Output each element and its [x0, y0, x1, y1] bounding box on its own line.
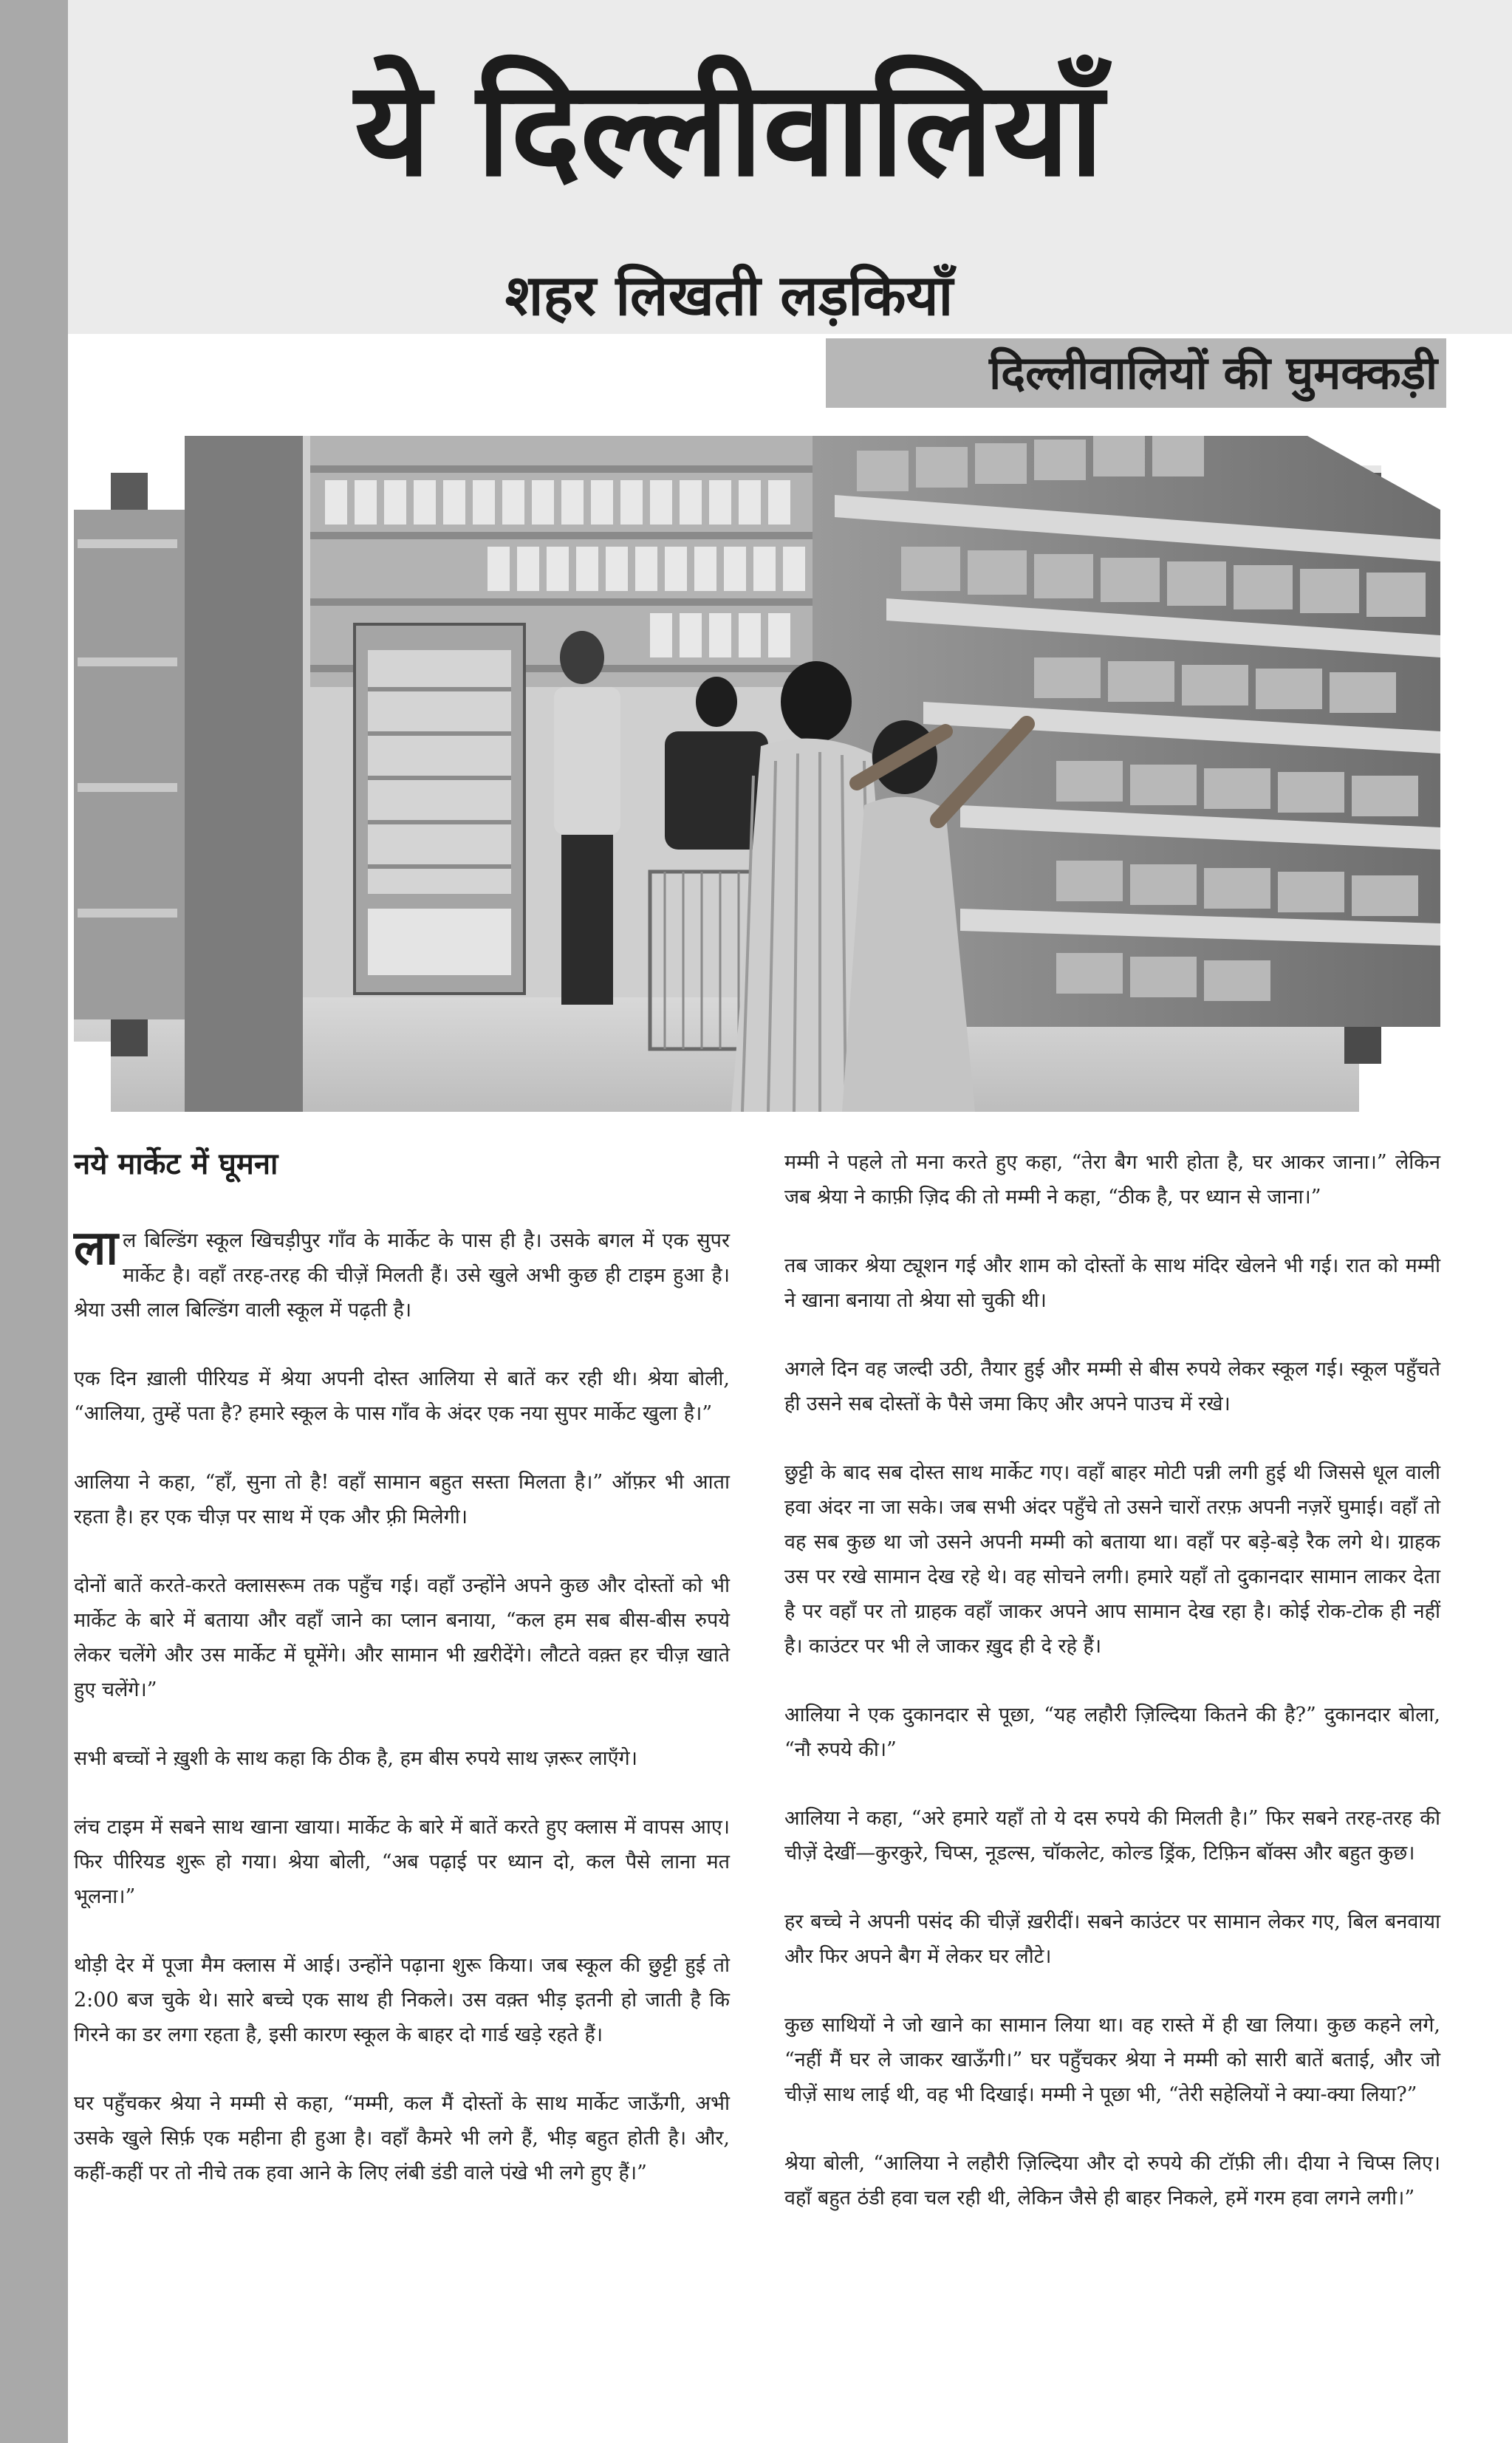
article-paragraph: श्रेया बोली, “आलिया ने लहौरी ज़िल्दिया और दो रुपये की टॉफ़ी ली। दीया ने चिप्स लिए। वहाँ बहुत ठंडी हवा चल रही थी, लेकिन जैसे ही बाहर निकले, हमें गरम हवा लगने लगी।”: [784, 2152, 1440, 2210]
article-paragraph: मम्मी ने पहले तो मना करते हुए कहा, “तेरा बैग भारी होता है, घर आकर जाना।” लेकिन जब श्रेया ने काफ़ी ज़िद की तो मम्मी ने कहा, “ठीक है, पर ध्यान से जाना।”: [784, 1151, 1440, 1209]
article-paragraph: लंच टाइम में सबने साथ खाना खाया। मार्केट के बारे में बातें करते हुए क्लास में वापस आए। फिर पीरियड शुरू हो गया। श्रेया बोली, “अब पढ़ाई पर ध्यान दो, कल पैसे लाना मत भूलना।”: [74, 1816, 730, 1908]
article-paragraph: [74, 1223, 730, 1328]
article-paragraph: तब जाकर श्रेया ट्यूशन गई और शाम को दोस्तों के साथ मंदिर खेलने भी गई। रात को मम्मी ने खाना बनाया तो श्रेया सो चुकी थी।: [784, 1254, 1440, 1312]
left-margin-bar: [0, 0, 68, 2443]
article-paragraph: हर बच्चे ने अपनी पसंद की चीज़ें ख़रीदीं। सबने काउंटर पर सामान लेकर गए, बिल बनवाया और फिर अपने बैग में लेकर घर लौटे।: [784, 1910, 1440, 1968]
article-paragraph: कुछ साथियों ने जो खाने का सामान लिया था। वह रास्ते में ही खा लिया। कुछ कहने लगे, “नहीं मैं घर ले जाकर खाऊँगी।” घर पहुँचकर श्रेया ने मम्मी को सारी बातें बताई, और जो चीज़ें साथ लाई थी, वह भी दिखाई। मम्मी ने पूछा भी, “तेरी सहेलियों ने क्या-क्या लिया?”: [784, 2014, 1440, 2106]
page-title: ये दिल्लीवालियाँ: [354, 52, 1104, 205]
article-paragraph: आलिया ने कहा, “हाँ, सुना तो है! वहाँ सामान बहुत सस्ता मिलता है।” ऑफ़र भी आता रहता है। हर एक चीज़ पर साथ में एक और फ़्री मिलेगी।: [74, 1471, 730, 1528]
paragraph-text: ल बिल्डिंग स्कूल खिचड़ीपुर गाँव के मार्केट के पास ही है। उसके बगल में एक सुपर मार्केट है। वहाँ तरह-तरह की चीज़ें मिलती हैं। उसे खुले अभी कुछ ही टाइम हुआ है। श्रेया उसी लाल बिल्डिंग वाली स्कूल में पढ़ती है।: [74, 1229, 730, 1322]
article-column-right: [784, 1145, 1440, 2249]
article-paragraph: थोड़ी देर में पूजा मैम क्लास में आई। उन्होंने पढ़ाना शुरू किया। जब स्कूल की छुट्टी हुई तो 2:00 बज चुके थे। सारे बच्चे एक साथ ही निकले। उस वक़्त भीड़ इतनी हो जाती है कि गिरने का डर लगा रहता है, इसी कारण स्कूल के बाहर दो गार्ड खड़े रहते हैं।: [74, 1954, 730, 2046]
article-column-left: [74, 1145, 730, 2224]
article-paragraph: आलिया ने कहा, “अरे हमारे यहाँ तो ये दस रुपये की मिलती है।” फिर सबने तरह-तरह की चीज़ें देखीं—कुरकुरे, चिप्स, नूडल्स, चॉकलेट, कोल्ड ड्रिंक, टिफ़िन बॉक्स और बहुत कुछ।: [784, 1807, 1440, 1865]
story-heading: नये मार्केट में घूमना: [74, 1147, 278, 1181]
page-subtitle: शहर लिखती लड़कियाँ: [504, 262, 954, 328]
article-paragraph: घर पहुँचकर श्रेया ने मम्मी से कहा, “मम्मी, कल मैं दोस्तों के साथ मार्केट जाऊँगी, अभी उसके खुले सिर्फ़ एक महीना ही हुआ है। वहाँ कैमरे भी लगे हैं, भीड़ बहुत होती है। और, कहीं-कहीं पर तो नीचे तक हवा आने के लिए लंबी डंडी वाले पंखे भी लगे हुए हैं।”: [74, 2092, 730, 2184]
article-paragraph: एक दिन ख़ाली पीरियड में श्रेया अपनी दोस्त आलिया से बातें कर रही थी। श्रेया बोली, “आलिया, तुम्हें पता है? हमारे स्कूल के पास गाँव के अंदर एक नया सुपर मार्केट खुला है।”: [74, 1367, 730, 1425]
article-paragraph: सभी बच्चों ने ख़ुशी के साथ कहा कि ठीक है, हम बीस रुपये साथ ज़रूर लाएँगे।: [74, 1747, 637, 1770]
article-paragraph: अगले दिन वह जल्दी उठी, तैयार हुई और मम्मी से बीस रुपये लेकर स्कूल गई। स्कूल पहुँचते ही उसने सब दोस्तों के पैसे जमा किए और अपने पाउच में रखे।: [784, 1358, 1440, 1415]
supermarket-photo: [74, 436, 1440, 1112]
article-paragraph: छुट्टी के बाद सब दोस्त साथ मार्केट गए। वहाँ बाहर मोटी पन्नी लगी हुई थी जिससे धूल वाली हवा अंदर ना जा सके। जब सभी अंदर पहुँचे तो उसने चारों तरफ़ अपनी नज़रें घुमाई। वहाँ तो वह सब कुछ था जो उसने अपनी मम्मी को बताया था। वहाँ पर बड़े-बड़े रैक लगे थे। ग्राहक उस पर रखे सामान देख रहे थे। वह सोचने लगी। हमारे यहाँ तो दुकानदार सामान लाकर देता है पर वहाँ पर तो ग्राहक वहाँ जाकर अपने आप सामान देख रहा है। कोई रोक-टोक ही नहीं है। काउंटर पर भी ले जाकर ख़ुद ही दे रहे हैं।: [784, 1461, 1440, 1658]
article-paragraph: आलिया ने एक दुकानदार से पूछा, “यह लहौरी ज़िल्दिया कितने की है?” दुकानदार बोला, “नौ रुपये की।”: [784, 1704, 1440, 1761]
photo-illustration: [74, 436, 1440, 1112]
section-tag: दिल्लीवालियों की घुमक्कड़ी: [826, 338, 1446, 408]
drop-cap: ला: [74, 1221, 118, 1276]
article-paragraph: दोनों बातें करते-करते क्लासरूम तक पहुँच गई। वहाँ उन्होंने अपने कुछ और दोस्तों को भी मार्केट के बारे में बताया और वहाँ जाने का प्लान बनाया, “कल हम सब बीस-बीस रुपये लेकर चलेंगे और उस मार्केट में घूमेंगे। और सामान भी ख़रीदेंगे। लौटते वक़्त हर चीज़ खाते हुए चलेंगे।”: [74, 1574, 730, 1701]
